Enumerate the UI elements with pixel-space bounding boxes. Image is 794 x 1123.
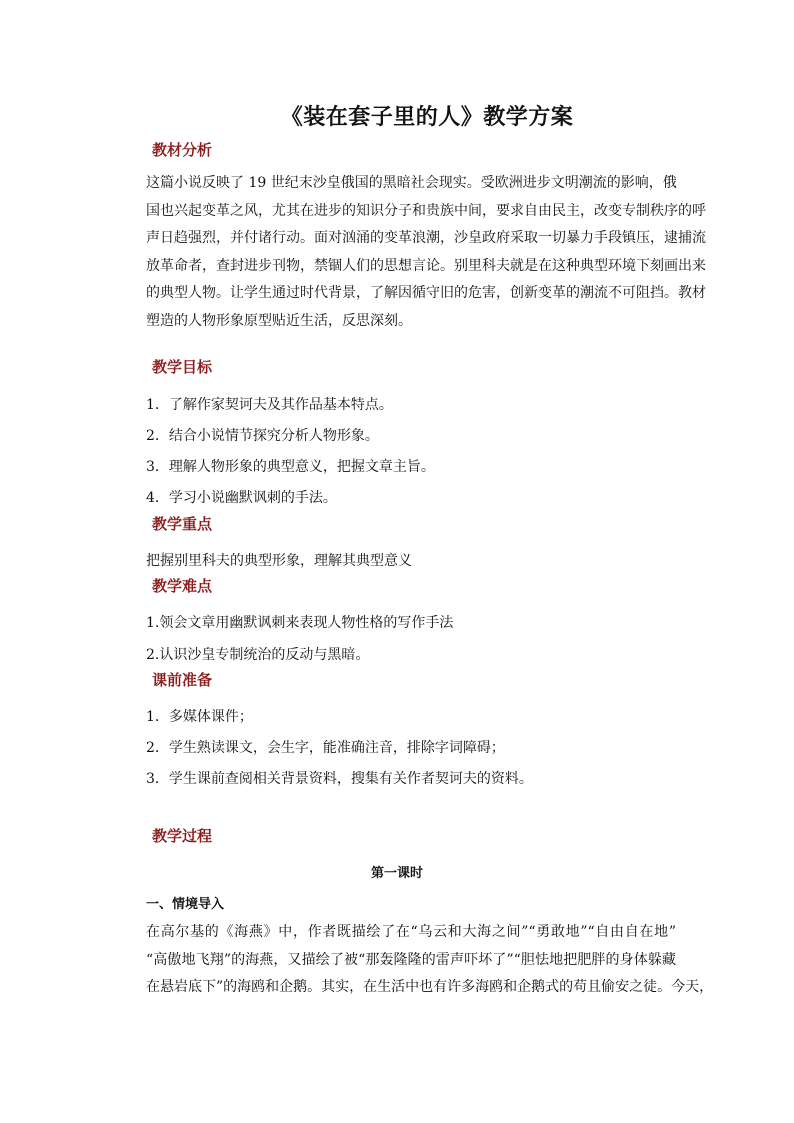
paragraph-line: 在高尔基的《海燕》中，作者既描绘了在“乌云和大海之间”“勇敢地”“自由自在地” <box>146 924 676 940</box>
paragraph-line: 国也兴起变革之风，尤其在进步的知识分子和贵族中间，要求自由民主，改变专制秩序的呼 <box>146 202 706 219</box>
section-heading-preparation: 课前准备 <box>152 671 213 689</box>
lesson-title: 第一课时 <box>370 866 423 881</box>
paragraph-line: 这篇小说反映了 19 世纪末沙皇俄国的黑暗社会现实。受欧洲进步文明潮流的影响，俄 <box>146 175 677 191</box>
goal-item: 3．理解人物形象的典型意义，把握文章主旨。 <box>146 459 435 475</box>
paragraph-line: 声日趋强烈，并付诸行动。面对汹涌的变革浪潮，沙皇政府采取一切暴力手段镇压，逮捕流 <box>146 230 706 246</box>
analysis-paragraph <box>146 170 706 335</box>
section-heading-goals: 教学目标 <box>152 358 213 376</box>
difficulty-item: 1.领会文章用幽默讽刺来表现人物性格的写作手法 <box>146 615 454 631</box>
preparation-item: 2．学生熟读课文，会生字，能准确注音，排除字词障碍； <box>146 740 505 756</box>
paragraph-line: 在悬岩底下”的海鸥和企鹅。其实，在生活中也有许多海鸥和企鹅式的苟且偷安之徒。今天， <box>146 979 714 995</box>
paragraph-line: 塑造的人物形象原型贴近生活，反思深刻。 <box>146 312 412 329</box>
preparation-item: 1．多媒体课件； <box>146 709 253 725</box>
section-heading-key-points: 教学重点 <box>152 515 213 533</box>
difficulty-item: 2.认识沙皇专制统治的反动与黑暗。 <box>146 647 370 663</box>
key-points-text: 把握别里科夫的典型形象，理解其典型意义 <box>146 553 412 569</box>
document-title: 《装在套子里的人》教学方案 <box>280 104 574 130</box>
paragraph-line: “高傲地飞翔”的海燕，又描绘了被“那轰隆隆的雷声吓坏了”“胆怯地把肥胖的身体躲藏 <box>146 951 676 968</box>
goal-item: 1．了解作家契诃夫及其作品基本特点。 <box>146 397 393 413</box>
goal-item: 4．学习小说幽默讽刺的手法。 <box>146 490 337 506</box>
section-heading-process: 教学过程 <box>152 827 213 845</box>
goal-item: 2．结合小说情节探究分析人物形象。 <box>146 428 379 444</box>
step-title: 一、情境导入 <box>146 897 225 912</box>
paragraph-line: 放革命者，查封进步刊物，禁锢人们的思想言论。别里科夫就是在这种典型环境下刻画出来 <box>146 257 706 274</box>
preparation-item: 3．学生课前查阅相关背景资料，搜集有关作者契诃夫的资料。 <box>146 771 533 787</box>
section-heading-difficulties: 教学难点 <box>152 577 213 595</box>
process-paragraph <box>146 919 714 1002</box>
paragraph-line: 的典型人物。让学生通过时代背景，了解因循守旧的危害，创新变革的潮流不可阻挡。教材 <box>146 285 706 301</box>
section-heading-analysis: 教材分析 <box>152 141 213 159</box>
